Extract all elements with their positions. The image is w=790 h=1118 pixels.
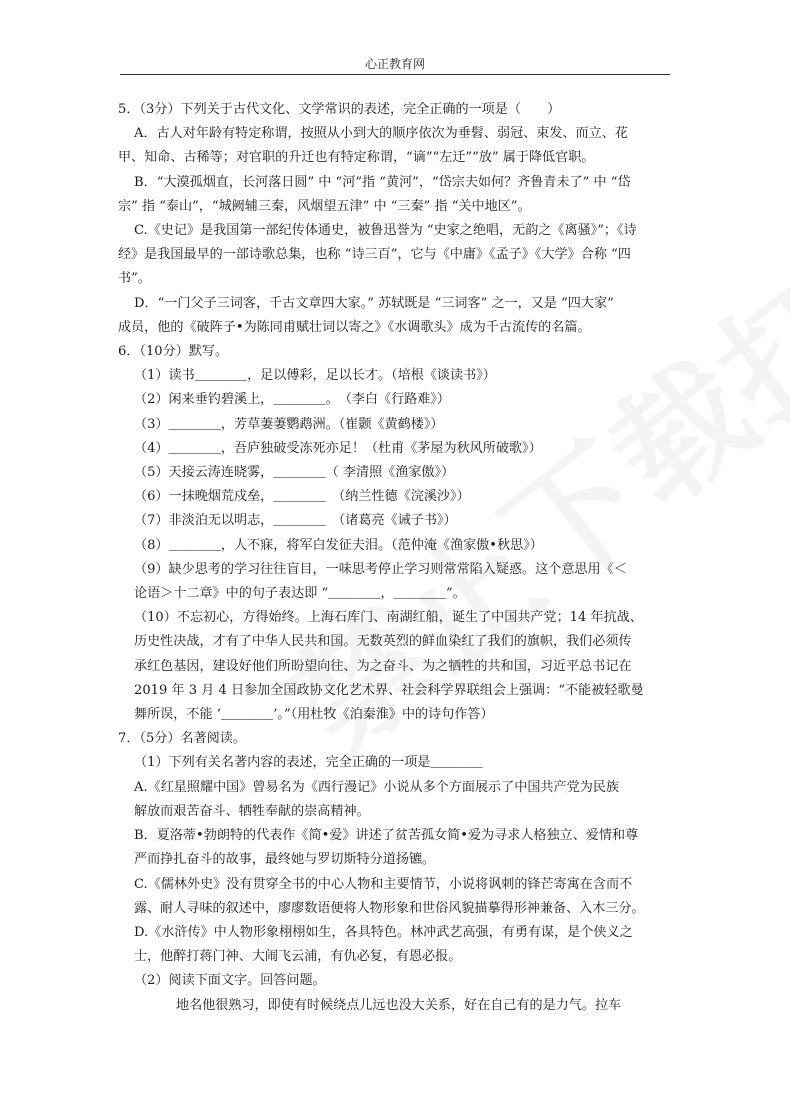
document-body [118, 98, 674, 1018]
text-line-q6-3: （3）＿＿＿＿，芳草萋萋鹦鹉洲。（崔颢《黄鹤楼》） [134, 416, 444, 432]
text-line-q7-b-2: 严而挣扎奋斗的故事，最终她与罗切斯特分道扬镳。 [134, 852, 436, 868]
text-line-q5-d-2: 成员，他的《破阵子•为陈同甫赋壮词以寄之》《水调歌头》成为千古流传的名篇。 [118, 319, 591, 335]
text-line-q7-2: （2）阅读下面文字。回答问题。 [134, 973, 326, 989]
text-line-q5-stem: 5．（3分）下列关于古代文化、文学常识的表述，完全正确的一项是（ ） [118, 102, 561, 117]
text-line-q6-4: （4）＿＿＿＿，吾庐独破受冻死亦足！（杜甫《茅屋为秋风所破歌》） [134, 440, 542, 456]
text-line-q7-b-1: B．夏洛蒂•勃朗特的代表作《简•爱》讲述了贫苦孤女简•爱为寻求人格独立、爱情和尊 [134, 828, 639, 844]
text-line-q6-10-3: 承红色基因，建设好他们所盼望向往、为之奋斗、为之牺牲的共和国，习近平总书记在 [134, 658, 632, 674]
text-line-q7-c-2: 露、耐人寻味的叙述中，廖廖数语便将人物形象和世俗风貌描摹得形神兼备、入木三分。 [134, 900, 645, 916]
text-line-q5-b-2: 宗” 指 “泰山”，“城阙辅三秦，风烟望五津” 中 “三秦” 指 “关中地区”。 [118, 198, 531, 214]
text-line-q6-10-2: 历史性决战，才有了中华人民共和国。无数英烈的鲜血染红了我们的旗帜，我们必须传 [134, 634, 632, 650]
text-line-q6-10-4: 2019 年 3 月 4 日参加全国政协文化艺术界、社会科学界联组会上强调：“不能被轻歌曼 [134, 682, 644, 698]
text-line-q5-c-2: 经》是我国最早的一部诗歌总集，也称 “诗三百”，它与《中庸》《孟子》《大学》合称 “四 [118, 247, 631, 263]
text-line-q5-d-1: D．“一门父子三词客，千古文章四大家。” 苏轼既是 “三词客” 之一，又是 “四大家” [134, 295, 614, 311]
header-rule [120, 74, 670, 75]
text-line-q5-a-2: 甲、知命、古稀等；对官职的升迁也有特定称谓，“谪”“左迁”“放” 属于降低官职。 [118, 150, 595, 166]
text-line-q5-c-1: C.《史记》是我国第一部纪传体通史，被鲁迅誉为 “史家之绝唱，无韵之《离骚》”；《诗 [134, 223, 637, 239]
text-line-q7-d-1: D.《水浒传》中人物形象栩栩如生，各具特色。林冲武艺高强，有勇有谋，是个侠义之 [134, 924, 633, 940]
text-line-q6-5: （5）天接云涛连晓雾，＿＿＿＿（ 李清照《渔家傲》） [134, 465, 455, 481]
text-line-q7-c-1: C.《儒林外史》没有贯穿全书的中心人物和主要情节，小说将讽刺的锋芒寄寓在含而不 [134, 876, 633, 892]
text-line-q6-2: （2）闲来垂钓碧溪上，＿＿＿＿。 （李白《行路难》） [134, 392, 451, 408]
text-line-q7-stem: 7．（5分）名著阅读。 [118, 731, 246, 747]
text-line-q6-10-5: 舞所误，不能 ‘＿＿＿＿’。”（用杜牧《泊秦淮》中的诗句作答） [134, 707, 494, 723]
text-line-q6-7: （7）非淡泊无以明志，＿＿＿＿ （诸葛亮《诫子书》） [134, 513, 457, 529]
text-line-q7-1: （1）下列有关名著内容的表述，完全正确的一项是＿＿＿＿ [134, 755, 483, 771]
text-line-passage-1: 地名他很熟习，即使有时候绕点儿远也没大关系，好在自己有的是力气。拉车 [176, 997, 622, 1013]
text-line-q7-a-2: 解放而艰苦奋斗、牺牲奉献的崇高精神。 [134, 803, 370, 819]
text-line-q6-9-2: 论语＞十二章》中的句子表达即 “＿＿＿＿，＿＿＿＿”。 [134, 586, 466, 602]
text-line-q6-1: （1）读书＿＿＿＿，足以傅彩，足以长才。（培根《谈读书》） [134, 368, 496, 384]
text-line-q6-10-1: （10）不忘初心，方得始终。上海石库门、南湖红船，诞生了中国共产党；14 年抗战、 [134, 610, 643, 626]
text-line-q6-8: （8）＿＿＿＿，人不寐，将军白发征夫泪。（范仲淹《渔家傲•秋思》） [134, 537, 543, 553]
text-line-q5-b-1: B．“大漠孤烟直，长河落日圆” 中 “河”指 “黄河”，“岱宗夫如何？齐鲁青未了” 中 “岱 [134, 174, 631, 190]
text-line-q6-stem: 6．（10分）默写。 [118, 344, 229, 360]
text-line-q6-6: （6）一抹晚烟荒戍垒，＿＿＿＿ （纳兰性德《浣溪沙》） [134, 489, 470, 505]
text-line-q5-a-1: A．古人对年龄有特定称谓，按照从小到大的顺序依次为垂髫、弱冠、束发、而立、花 [134, 126, 628, 142]
text-line-q6-9-1: （9）缺少思考的学习往往盲目，一味思考停止学习则常常陷入疑惑。这个意思用《＜ [134, 561, 627, 577]
text-line-q7-a-1: A.《红星照耀中国》曾易名为《西行漫记》小说从多个方面展示了中国共产党为民族 [134, 779, 619, 795]
text-line-q5-c-3: 书”。 [118, 271, 151, 287]
page-header: 心正教育网 [364, 57, 425, 71]
text-line-q7-d-2: 士，他醉打蒋门神、大闹飞云浦，有仇必复，有恩必报。 [134, 949, 462, 965]
